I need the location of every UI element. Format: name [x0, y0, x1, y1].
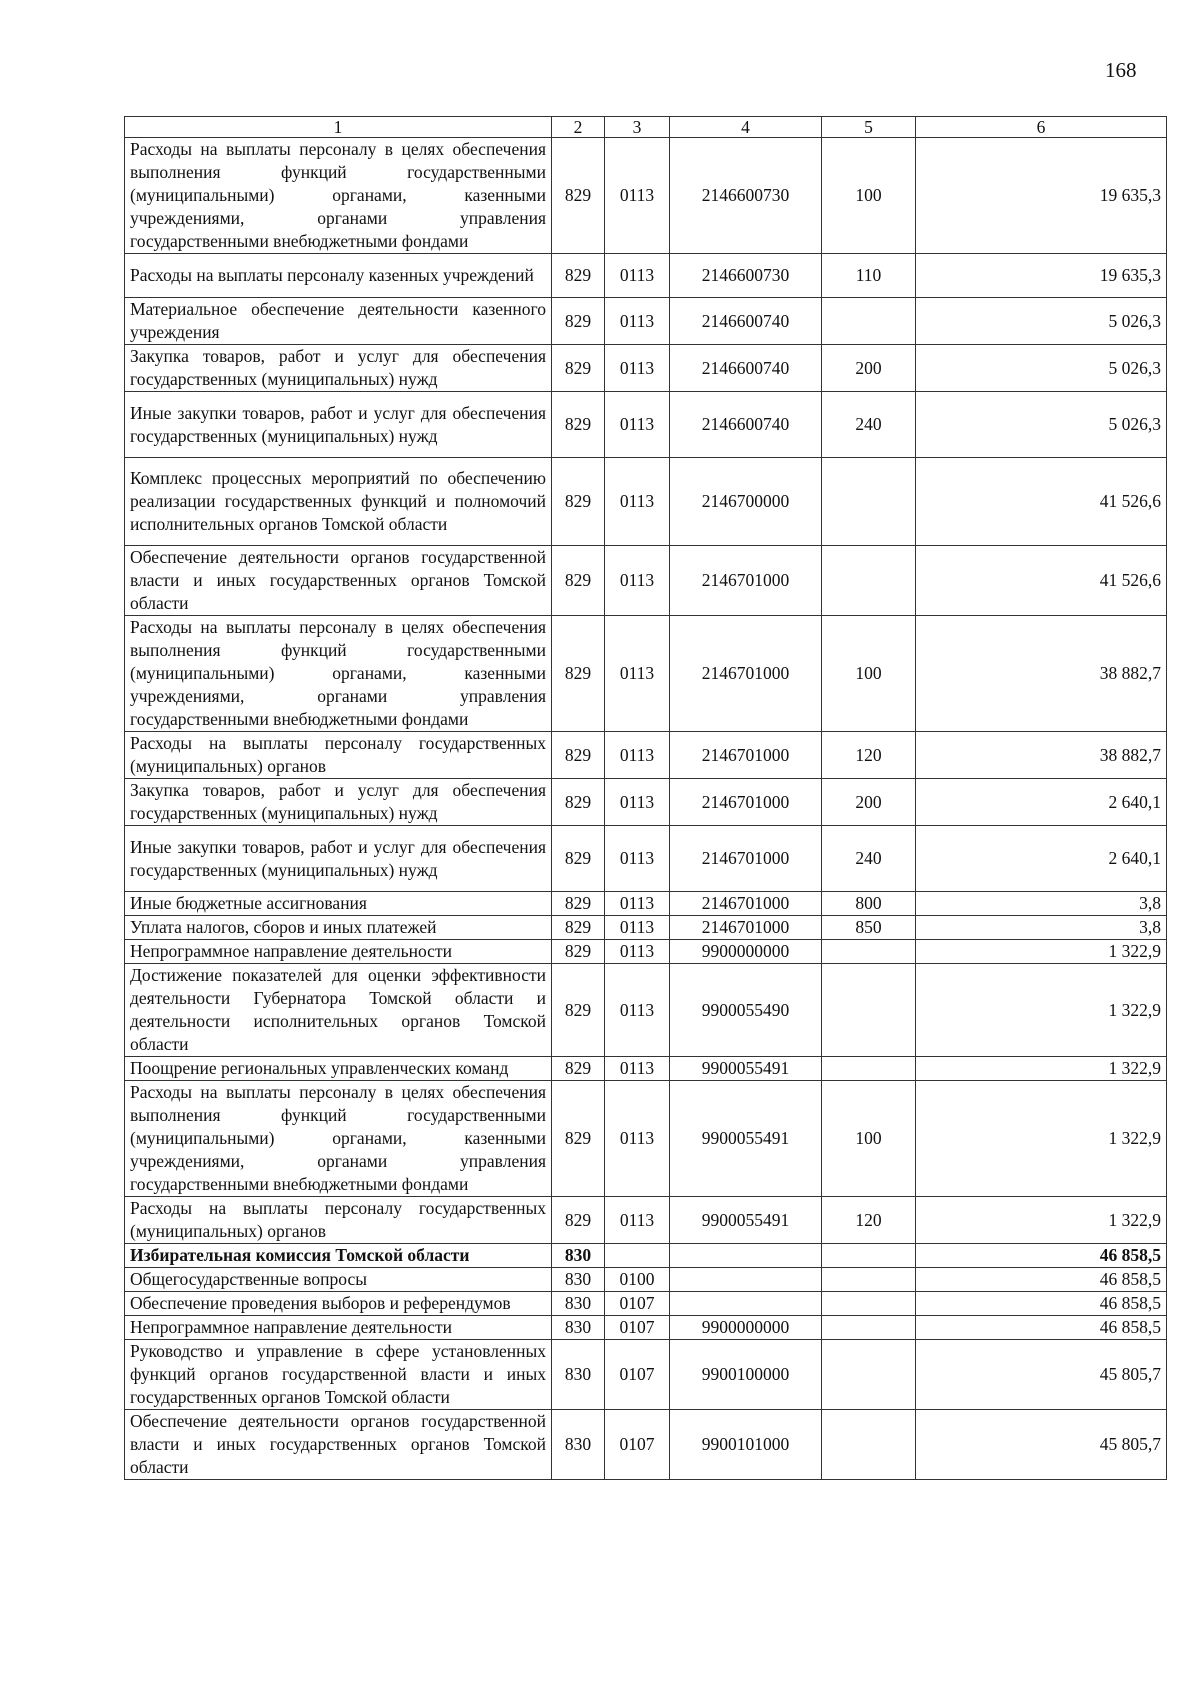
- cell-section: 0113: [605, 546, 670, 616]
- cell-section: 0107: [605, 1316, 670, 1340]
- cell-grbs: 829: [552, 892, 605, 916]
- page-number: 168: [1105, 58, 1137, 82]
- cell-name: Обеспечение проведения выборов и референдумов: [125, 1292, 552, 1316]
- table-row: [125, 546, 1167, 616]
- cell-section: 0113: [605, 826, 670, 892]
- cell-expense-type: [822, 1410, 916, 1480]
- cell-target: [670, 1244, 822, 1268]
- cell-amount: 3,8: [916, 892, 1167, 916]
- cell-amount: 1 322,9: [916, 1057, 1167, 1081]
- column-header: 6: [916, 117, 1167, 138]
- cell-section: 0113: [605, 254, 670, 298]
- cell-grbs: 829: [552, 546, 605, 616]
- cell-grbs: 830: [552, 1292, 605, 1316]
- table-row: [125, 254, 1167, 298]
- cell-target: 2146701000: [670, 732, 822, 779]
- cell-target: 2146600730: [670, 254, 822, 298]
- cell-section: 0113: [605, 964, 670, 1057]
- table-row: [125, 138, 1167, 254]
- cell-target: 9900000000: [670, 1316, 822, 1340]
- cell-name: Иные бюджетные ассигнования: [125, 892, 552, 916]
- cell-amount: 46 858,5: [916, 1316, 1167, 1340]
- cell-expense-type: [822, 940, 916, 964]
- cell-section: 0107: [605, 1410, 670, 1480]
- cell-section: 0100: [605, 1268, 670, 1292]
- table-row: [125, 1316, 1167, 1340]
- cell-amount: 5 026,3: [916, 298, 1167, 345]
- cell-section: 0113: [605, 345, 670, 392]
- table-row: [125, 1410, 1167, 1480]
- cell-target: 2146600740: [670, 392, 822, 458]
- cell-name: Непрограммное направление деятельности: [125, 940, 552, 964]
- cell-expense-type: [822, 298, 916, 345]
- cell-section: 0113: [605, 298, 670, 345]
- cell-section: 0107: [605, 1292, 670, 1316]
- cell-section: [605, 1244, 670, 1268]
- cell-grbs: 829: [552, 732, 605, 779]
- cell-name: Расходы на выплаты персоналу в целях обеспечения выполнения функций государственными (муниципальными) органами, казенными учреждениями, органами управления государственными внебюджетными фондами: [125, 616, 552, 732]
- cell-grbs: 829: [552, 1081, 605, 1197]
- cell-amount: 45 805,7: [916, 1340, 1167, 1410]
- cell-expense-type: 120: [822, 732, 916, 779]
- table-row: [125, 964, 1167, 1057]
- cell-section: 0113: [605, 1057, 670, 1081]
- cell-grbs: 829: [552, 616, 605, 732]
- cell-name: Материальное обеспечение деятельности казенного учреждения: [125, 298, 552, 345]
- cell-target: [670, 1292, 822, 1316]
- cell-target: 2146700000: [670, 458, 822, 546]
- cell-expense-type: 200: [822, 779, 916, 826]
- cell-amount: 46 858,5: [916, 1244, 1167, 1268]
- table-row: [125, 1197, 1167, 1244]
- cell-amount: 1 322,9: [916, 940, 1167, 964]
- cell-grbs: 829: [552, 138, 605, 254]
- cell-expense-type: [822, 964, 916, 1057]
- cell-grbs: 829: [552, 826, 605, 892]
- cell-expense-type: 240: [822, 826, 916, 892]
- cell-section: 0113: [605, 940, 670, 964]
- table-row: [125, 616, 1167, 732]
- cell-amount: 5 026,3: [916, 345, 1167, 392]
- cell-grbs: 829: [552, 964, 605, 1057]
- cell-section: 0113: [605, 458, 670, 546]
- cell-name: Непрограммное направление деятельности: [125, 1316, 552, 1340]
- table-row: [125, 1292, 1167, 1316]
- cell-grbs: 829: [552, 345, 605, 392]
- cell-amount: 41 526,6: [916, 546, 1167, 616]
- cell-expense-type: [822, 546, 916, 616]
- table-body: [125, 138, 1167, 1480]
- cell-grbs: 829: [552, 916, 605, 940]
- table-row: [125, 1244, 1167, 1268]
- budget-table: [124, 116, 1167, 1480]
- cell-amount: 41 526,6: [916, 458, 1167, 546]
- table-row: [125, 298, 1167, 345]
- cell-section: 0113: [605, 616, 670, 732]
- cell-name: Обеспечение деятельности органов государственной власти и иных государственных органов Томской области: [125, 1410, 552, 1480]
- cell-amount: 1 322,9: [916, 1197, 1167, 1244]
- cell-amount: 46 858,5: [916, 1268, 1167, 1292]
- cell-name: Общегосударственные вопросы: [125, 1268, 552, 1292]
- cell-name: Расходы на выплаты персоналу государственных (муниципальных) органов: [125, 1197, 552, 1244]
- cell-grbs: 830: [552, 1244, 605, 1268]
- cell-expense-type: 100: [822, 1081, 916, 1197]
- table-row: [125, 458, 1167, 546]
- cell-expense-type: [822, 1057, 916, 1081]
- cell-amount: 45 805,7: [916, 1410, 1167, 1480]
- cell-target: 9900100000: [670, 1340, 822, 1410]
- cell-amount: 38 882,7: [916, 732, 1167, 779]
- table-row: [125, 732, 1167, 779]
- column-header: 2: [552, 117, 605, 138]
- cell-section: 0113: [605, 916, 670, 940]
- cell-amount: 1 322,9: [916, 1081, 1167, 1197]
- cell-grbs: 829: [552, 254, 605, 298]
- table-row: [125, 1081, 1167, 1197]
- cell-expense-type: 100: [822, 138, 916, 254]
- table-row: [125, 345, 1167, 392]
- cell-amount: 2 640,1: [916, 779, 1167, 826]
- cell-name: Расходы на выплаты персоналу в целях обеспечения выполнения функций государственными (муниципальными) органами, казенными учреждениями, органами управления государственными внебюджетными фондами: [125, 1081, 552, 1197]
- cell-name: Руководство и управление в сфере установленных функций органов государственной власти и иных государственных органов Томской области: [125, 1340, 552, 1410]
- cell-expense-type: 200: [822, 345, 916, 392]
- cell-grbs: 829: [552, 458, 605, 546]
- cell-target: 2146701000: [670, 616, 822, 732]
- cell-expense-type: 110: [822, 254, 916, 298]
- cell-name: Закупка товаров, работ и услуг для обеспечения государственных (муниципальных) нужд: [125, 345, 552, 392]
- cell-expense-type: [822, 1244, 916, 1268]
- cell-grbs: 829: [552, 392, 605, 458]
- column-header: 1: [125, 117, 552, 138]
- cell-target: 2146701000: [670, 779, 822, 826]
- cell-target: 9900055491: [670, 1057, 822, 1081]
- cell-target: 9900055490: [670, 964, 822, 1057]
- cell-amount: 46 858,5: [916, 1292, 1167, 1316]
- table-row: [125, 1057, 1167, 1081]
- cell-name: Уплата налогов, сборов и иных платежей: [125, 916, 552, 940]
- cell-expense-type: 120: [822, 1197, 916, 1244]
- table-header-row: [125, 117, 1167, 138]
- cell-name: Расходы на выплаты персоналу казенных учреждений: [125, 254, 552, 298]
- cell-name: Иные закупки товаров, работ и услуг для обеспечения государственных (муниципальных) нужд: [125, 826, 552, 892]
- cell-grbs: 829: [552, 298, 605, 345]
- cell-grbs: 829: [552, 940, 605, 964]
- cell-grbs: 830: [552, 1410, 605, 1480]
- cell-name: Достижение показателей для оценки эффективности деятельности Губернатора Томской области и деятельности исполнительных органов Томской области: [125, 964, 552, 1057]
- cell-expense-type: [822, 458, 916, 546]
- cell-amount: 1 322,9: [916, 964, 1167, 1057]
- cell-section: 0113: [605, 779, 670, 826]
- cell-expense-type: [822, 1316, 916, 1340]
- table-row: [125, 392, 1167, 458]
- cell-expense-type: [822, 1268, 916, 1292]
- cell-target: 2146701000: [670, 546, 822, 616]
- cell-grbs: 829: [552, 779, 605, 826]
- cell-target: 2146701000: [670, 826, 822, 892]
- cell-grbs: 829: [552, 1197, 605, 1244]
- cell-target: 9900101000: [670, 1410, 822, 1480]
- table-row: [125, 916, 1167, 940]
- column-header: 4: [670, 117, 822, 138]
- cell-name: Закупка товаров, работ и услуг для обеспечения государственных (муниципальных) нужд: [125, 779, 552, 826]
- cell-expense-type: 850: [822, 916, 916, 940]
- column-header: 5: [822, 117, 916, 138]
- cell-amount: 19 635,3: [916, 254, 1167, 298]
- table-row: [125, 1268, 1167, 1292]
- cell-target: 2146600740: [670, 298, 822, 345]
- cell-amount: 3,8: [916, 916, 1167, 940]
- table-row: [125, 826, 1167, 892]
- cell-name: Комплекс процессных мероприятий по обеспечению реализации государственных функций и полномочий исполнительных органов Томской области: [125, 458, 552, 546]
- cell-grbs: 829: [552, 1057, 605, 1081]
- cell-target: 9900055491: [670, 1197, 822, 1244]
- table-row: [125, 1340, 1167, 1410]
- cell-section: 0113: [605, 138, 670, 254]
- cell-amount: 5 026,3: [916, 392, 1167, 458]
- cell-expense-type: 240: [822, 392, 916, 458]
- cell-name: Поощрение региональных управленческих команд: [125, 1057, 552, 1081]
- cell-expense-type: [822, 1340, 916, 1410]
- cell-name: Расходы на выплаты персоналу государственных (муниципальных) органов: [125, 732, 552, 779]
- cell-section: 0113: [605, 732, 670, 779]
- cell-section: 0113: [605, 392, 670, 458]
- table-row: [125, 940, 1167, 964]
- cell-name: Избирательная комиссия Томской области: [125, 1244, 552, 1268]
- cell-target: 9900000000: [670, 940, 822, 964]
- cell-name: Расходы на выплаты персоналу в целях обеспечения выполнения функций государственными (муниципальными) органами, казенными учреждениями, органами управления государственными внебюджетными фондами: [125, 138, 552, 254]
- cell-expense-type: 100: [822, 616, 916, 732]
- cell-section: 0113: [605, 1081, 670, 1197]
- cell-expense-type: 800: [822, 892, 916, 916]
- cell-expense-type: [822, 1292, 916, 1316]
- cell-target: 9900055491: [670, 1081, 822, 1197]
- cell-target: 2146701000: [670, 892, 822, 916]
- cell-section: 0113: [605, 1197, 670, 1244]
- cell-name: Обеспечение деятельности органов государственной власти и иных государственных органов Томской области: [125, 546, 552, 616]
- cell-amount: 19 635,3: [916, 138, 1167, 254]
- cell-amount: 38 882,7: [916, 616, 1167, 732]
- cell-grbs: 830: [552, 1316, 605, 1340]
- cell-target: 2146701000: [670, 916, 822, 940]
- cell-section: 0113: [605, 892, 670, 916]
- cell-target: 2146600730: [670, 138, 822, 254]
- cell-amount: 2 640,1: [916, 826, 1167, 892]
- cell-target: [670, 1268, 822, 1292]
- cell-name: Иные закупки товаров, работ и услуг для обеспечения государственных (муниципальных) нужд: [125, 392, 552, 458]
- cell-grbs: 830: [552, 1340, 605, 1410]
- cell-grbs: 830: [552, 1268, 605, 1292]
- cell-target: 2146600740: [670, 345, 822, 392]
- cell-section: 0107: [605, 1340, 670, 1410]
- table-row: [125, 779, 1167, 826]
- column-header: 3: [605, 117, 670, 138]
- table-row: [125, 892, 1167, 916]
